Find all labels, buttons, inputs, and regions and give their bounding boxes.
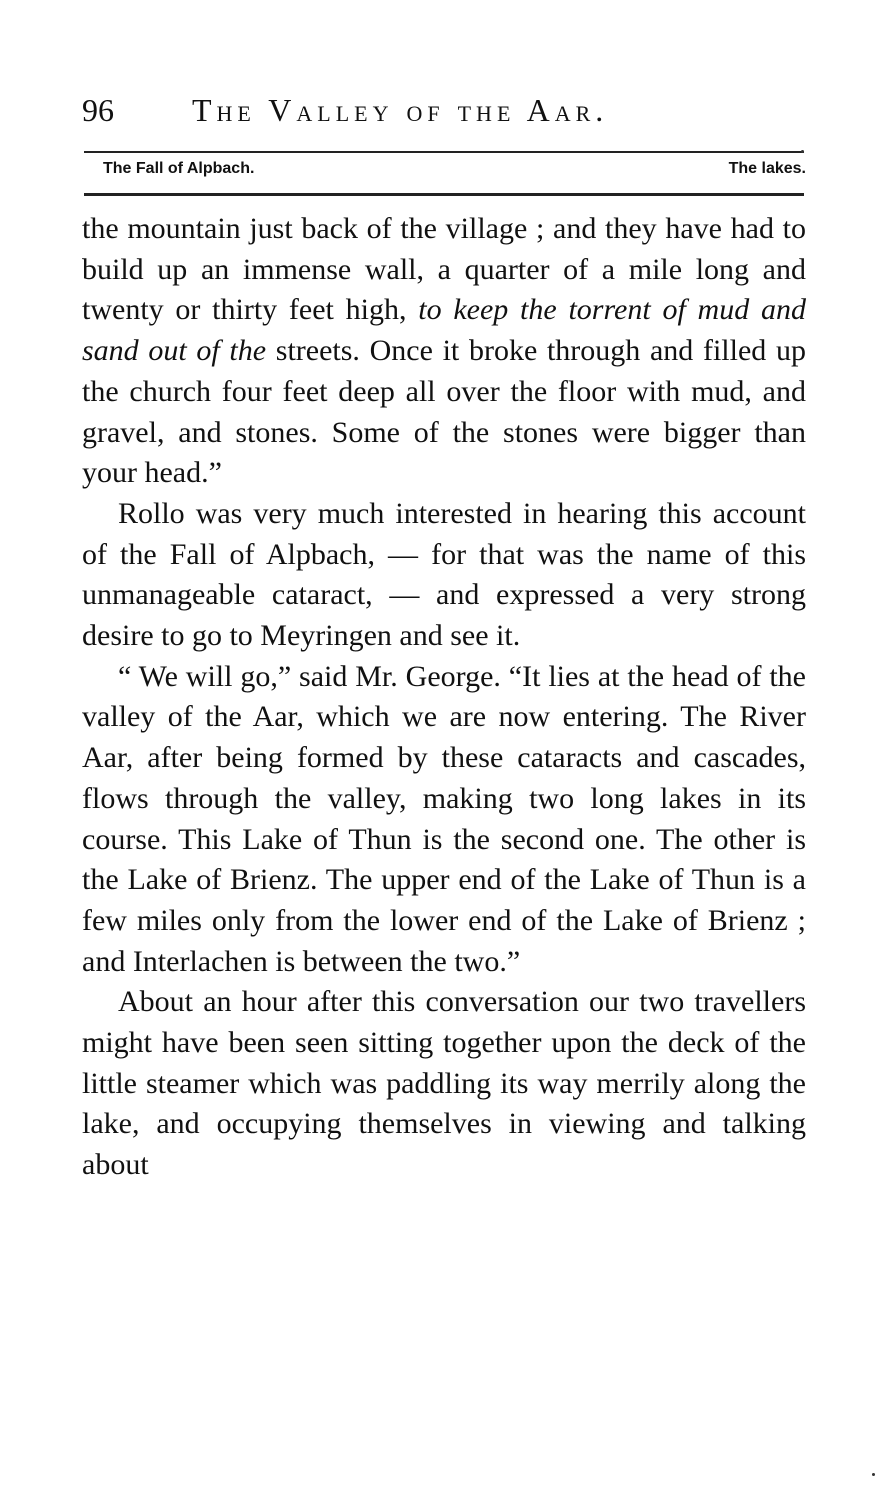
subhead-right: The lakes. — [728, 160, 806, 177]
header-rule-bottom — [84, 193, 804, 196]
header-rule-top — [84, 151, 804, 153]
paragraph-1-text-b: streets. Once it broke through and filled up the church four feet deep all over the floor with mud, and gravel, and stones. Some of the stones were bigger than your head.” — [82, 334, 806, 490]
paragraph-1 — [82, 209, 806, 494]
paragraph-2: Rollo was very much interested in hearing this account of the Fall of Alpbach, — for that was the name of this unmanageable cataract, — and expressed a very strong desire to go to Meyringen and see it. — [82, 496, 806, 653]
paragraph-1-italic: to keep the torrent of mud and sand out of the — [82, 293, 806, 368]
print-speck — [872, 1473, 875, 1476]
print-speck — [801, 150, 804, 153]
subhead-left: The Fall of Alpbach. — [103, 160, 255, 177]
page-number: 96 — [82, 92, 114, 128]
section-subheads — [103, 160, 806, 178]
book-title: The Valley of the Aar. — [192, 92, 609, 128]
paragraph-3: “ We will go,” said Mr. George. “It lies at the head of the valley of the Aar, which we are now entering. The River Aar, after being formed by these cataracts and cascades, flows through the valley, making two long lakes in its course. This Lake of Thun is the second one. The other is the Lake of Brienz. The upper end of the Lake of Thun is a few miles only from the lower end of the Lake of Brienz ; and Interlachen is between the two.” — [82, 659, 806, 978]
paragraph-1-text-a: the mountain just back of the village ; and they have had to build up an immense wall, a quarter of a mile long and twenty or thirty feet high, — [82, 212, 806, 327]
body-text — [82, 209, 806, 1186]
running-head — [82, 92, 806, 129]
paragraph-4: About an hour after this conversation our two travellers might have been seen sitting together upon the deck of the little steamer which was paddling its way merrily along the lake, and occupying themselves in viewing and talking about — [82, 985, 806, 1182]
